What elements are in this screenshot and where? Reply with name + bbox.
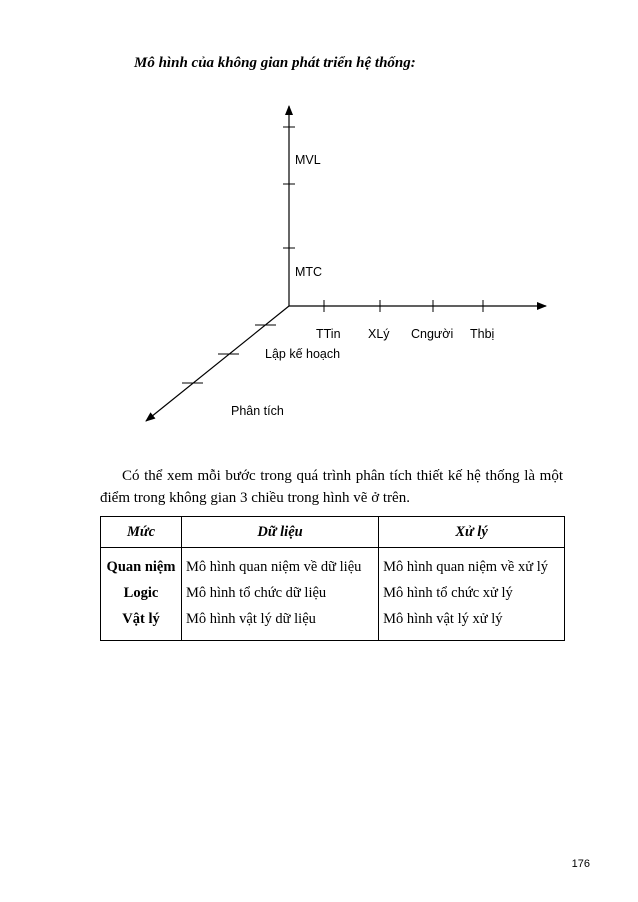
page-number: 176 (571, 858, 590, 870)
processing-model-cell: Mô hình tổ chức xử lý (379, 580, 565, 606)
label-lap-ke-hoach: Lập kế hoạch (265, 347, 341, 361)
data-model-cell: Mô hình vật lý dữ liệu (182, 606, 379, 641)
table-row (101, 580, 565, 606)
model-levels-table (100, 516, 565, 641)
label-thbi: Thbị (470, 327, 495, 341)
header-processing: Xử lý (379, 517, 565, 548)
label-ttin: TTin (316, 327, 341, 341)
data-model-cell: Mô hình quan niệm về dữ liệu (182, 548, 379, 581)
processing-model-cell: Mô hình quan niệm về xử lý (379, 548, 565, 581)
paragraph-line-2: điểm trong không gian 3 chiều trong hình vẽ ở trên. (100, 490, 410, 506)
data-model-cell: Mô hình tổ chức dữ liệu (182, 580, 379, 606)
label-phan-tich: Phân tích (231, 404, 284, 418)
paragraph-line-1: Có thể xem mỗi bước trong quá trình phân tích thiết kế hệ thống là một (122, 468, 563, 484)
section-heading: Mô hình của không gian phát triển hệ thống: (134, 55, 416, 71)
level-cell: Logic (101, 580, 182, 606)
level-cell: Vật lý (101, 606, 182, 641)
header-level: Mức (101, 517, 182, 548)
label-mtc: MTC (295, 265, 323, 279)
header-data: Dữ liệu (182, 517, 379, 548)
label-cnguoi: Cngười (411, 327, 454, 341)
processing-model-cell: Mô hình vật lý xử lý (379, 606, 565, 641)
label-mvl: MVL (295, 153, 321, 167)
level-cell: Quan niệm (101, 548, 182, 581)
table-row (101, 606, 565, 641)
table-row (101, 548, 565, 581)
table-header-row (101, 517, 565, 548)
label-xly: XLý (368, 327, 390, 341)
